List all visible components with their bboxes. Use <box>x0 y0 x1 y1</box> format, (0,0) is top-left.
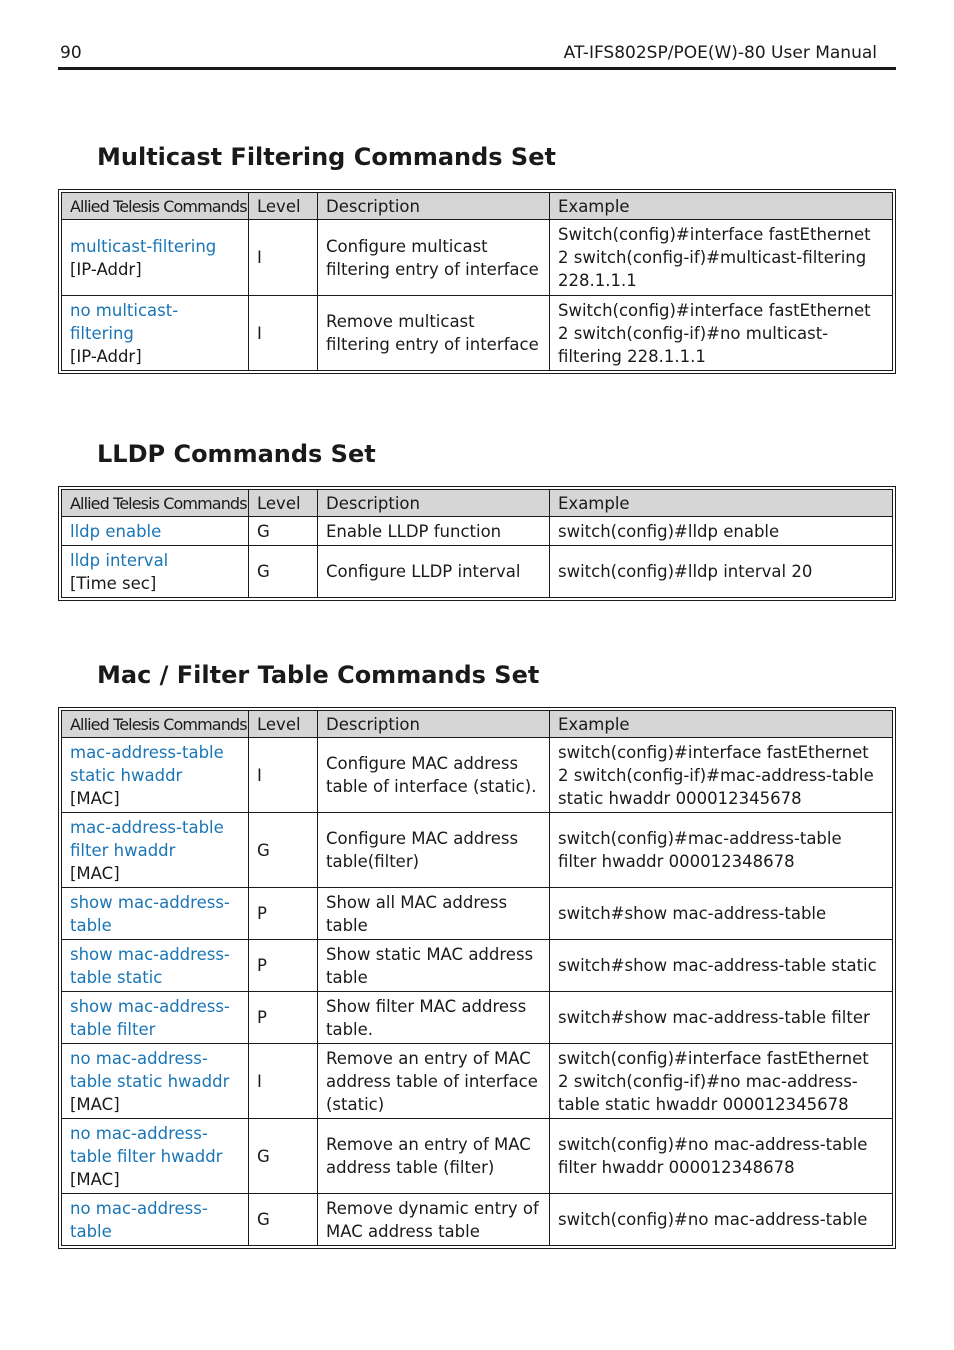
command-argument: [MAC] <box>70 863 120 883</box>
section-title-mac-filter: Mac / Filter Table Commands Set <box>97 661 540 689</box>
example-cell: switch(config)#mac-address-table filter hwaddr 000012348678 <box>550 813 893 888</box>
command-cell <box>62 940 249 992</box>
level-cell: P <box>249 888 318 940</box>
description-cell: Show filter MAC address table. <box>318 992 550 1044</box>
description-cell: Configure MAC address table of interface (static). <box>318 738 550 813</box>
table-row <box>62 940 893 992</box>
table-row <box>62 888 893 940</box>
description-cell: Show static MAC address table <box>318 940 550 992</box>
example-cell: switch(config)#lldp interval 20 <box>550 546 893 598</box>
column-header-description: Description <box>318 490 550 517</box>
command-argument: [MAC] <box>70 1094 120 1114</box>
level-cell: I <box>249 220 318 296</box>
example-cell: switch(config)#lldp enable <box>550 517 893 546</box>
level-cell: G <box>249 1119 318 1194</box>
table-row <box>62 813 893 888</box>
level-cell: G <box>249 517 318 546</box>
column-header-commands: Allied Telesis Commands <box>62 193 249 220</box>
column-header-example: Example <box>550 490 893 517</box>
table-row <box>62 1194 893 1246</box>
command-cell <box>62 296 249 371</box>
description-cell: Configure MAC address table(filter) <box>318 813 550 888</box>
description-cell: Remove an entry of MAC address table (filter) <box>318 1119 550 1194</box>
level-cell: P <box>249 940 318 992</box>
table-row <box>62 220 893 296</box>
table-row <box>62 738 893 813</box>
level-cell: I <box>249 1044 318 1119</box>
level-cell: I <box>249 738 318 813</box>
command-cell <box>62 517 249 546</box>
example-cell: switch#show mac-address-table filter <box>550 992 893 1044</box>
command-name: multicast-filtering <box>70 236 217 256</box>
command-cell <box>62 738 249 813</box>
command-cell <box>62 813 249 888</box>
section-title-lldp: LLDP Commands Set <box>97 440 376 468</box>
command-name: mac-address-table static hwaddr <box>70 742 224 785</box>
example-cell: switch(config)#no mac-address-table <box>550 1194 893 1246</box>
description-cell: Remove an entry of MAC address table of interface (static) <box>318 1044 550 1119</box>
command-cell <box>62 992 249 1044</box>
description-cell: Enable LLDP function <box>318 517 550 546</box>
command-name: show mac-address-table static <box>70 944 230 987</box>
table-row <box>62 546 893 598</box>
description-cell: Configure multicast filtering entry of interface <box>318 220 550 296</box>
command-name: no mac-address-table <box>70 1198 208 1241</box>
command-cell <box>62 1119 249 1194</box>
column-header-commands: Allied Telesis Commands <box>62 711 249 738</box>
command-argument: [Time sec] <box>70 573 157 593</box>
example-cell: switch(config)#no mac-address-table filter hwaddr 000012348678 <box>550 1119 893 1194</box>
command-argument: [IP-Addr] <box>70 346 142 366</box>
description-cell: Remove multicast filtering entry of interface <box>318 296 550 371</box>
column-header-description: Description <box>318 193 550 220</box>
table-row <box>62 1119 893 1194</box>
example-cell: Switch(config)#interface fastEthernet 2 switch(config-if)#multicast-filtering 228.1.1.1 <box>550 220 893 296</box>
example-cell: switch(config)#interface fastEthernet 2 switch(config-if)#mac-address-table static hwaddr 000012345678 <box>550 738 893 813</box>
level-cell: G <box>249 546 318 598</box>
table-header-row <box>62 193 893 220</box>
command-cell <box>62 546 249 598</box>
example-cell: switch#show mac-address-table static <box>550 940 893 992</box>
command-cell <box>62 220 249 296</box>
description-cell: Show all MAC address table <box>318 888 550 940</box>
table-row <box>62 517 893 546</box>
column-header-level: Level <box>249 193 318 220</box>
manual-title: AT-IFS802SP/POE(W)-80 User Manual <box>563 43 877 63</box>
command-argument: [MAC] <box>70 1169 120 1189</box>
example-cell: switch#show mac-address-table <box>550 888 893 940</box>
section-title-multicast: Multicast Filtering Commands Set <box>97 143 556 171</box>
mac-filter-table <box>58 707 896 1249</box>
table-header-row <box>62 490 893 517</box>
command-argument: [MAC] <box>70 788 120 808</box>
command-name: no mac-address-table static hwaddr <box>70 1048 230 1091</box>
table-row <box>62 296 893 371</box>
command-name: lldp interval <box>70 550 169 570</box>
column-header-level: Level <box>249 490 318 517</box>
page-number: 90 <box>60 43 82 63</box>
level-cell: I <box>249 296 318 371</box>
level-cell: G <box>249 1194 318 1246</box>
command-name: show mac-address-table <box>70 892 230 935</box>
level-cell: P <box>249 992 318 1044</box>
command-cell <box>62 1194 249 1246</box>
command-cell <box>62 888 249 940</box>
table-row <box>62 992 893 1044</box>
command-name: mac-address-table filter hwaddr <box>70 817 224 860</box>
column-header-level: Level <box>249 711 318 738</box>
command-name: lldp enable <box>70 521 162 541</box>
description-cell: Remove dynamic entry of MAC address table <box>318 1194 550 1246</box>
multicast-table <box>58 189 896 374</box>
command-name: no mac-address-table filter hwaddr <box>70 1123 223 1166</box>
level-cell: G <box>249 813 318 888</box>
command-name: no multicast-filtering <box>70 300 179 343</box>
command-cell <box>62 1044 249 1119</box>
column-header-example: Example <box>550 711 893 738</box>
column-header-example: Example <box>550 193 893 220</box>
column-header-commands: Allied Telesis Commands <box>62 490 249 517</box>
table-header-row <box>62 711 893 738</box>
example-cell: switch(config)#interface fastEthernet 2 switch(config-if)#no mac-address-table static hwaddr 000012345678 <box>550 1044 893 1119</box>
header-rule <box>58 67 896 70</box>
column-header-description: Description <box>318 711 550 738</box>
command-name: show mac-address-table filter <box>70 996 230 1039</box>
example-cell: Switch(config)#interface fastEthernet 2 switch(config-if)#no multicast-filtering 228.1.1.1 <box>550 296 893 371</box>
description-cell: Configure LLDP interval <box>318 546 550 598</box>
command-argument: [IP-Addr] <box>70 259 142 279</box>
lldp-table <box>58 486 896 601</box>
table-row <box>62 1044 893 1119</box>
